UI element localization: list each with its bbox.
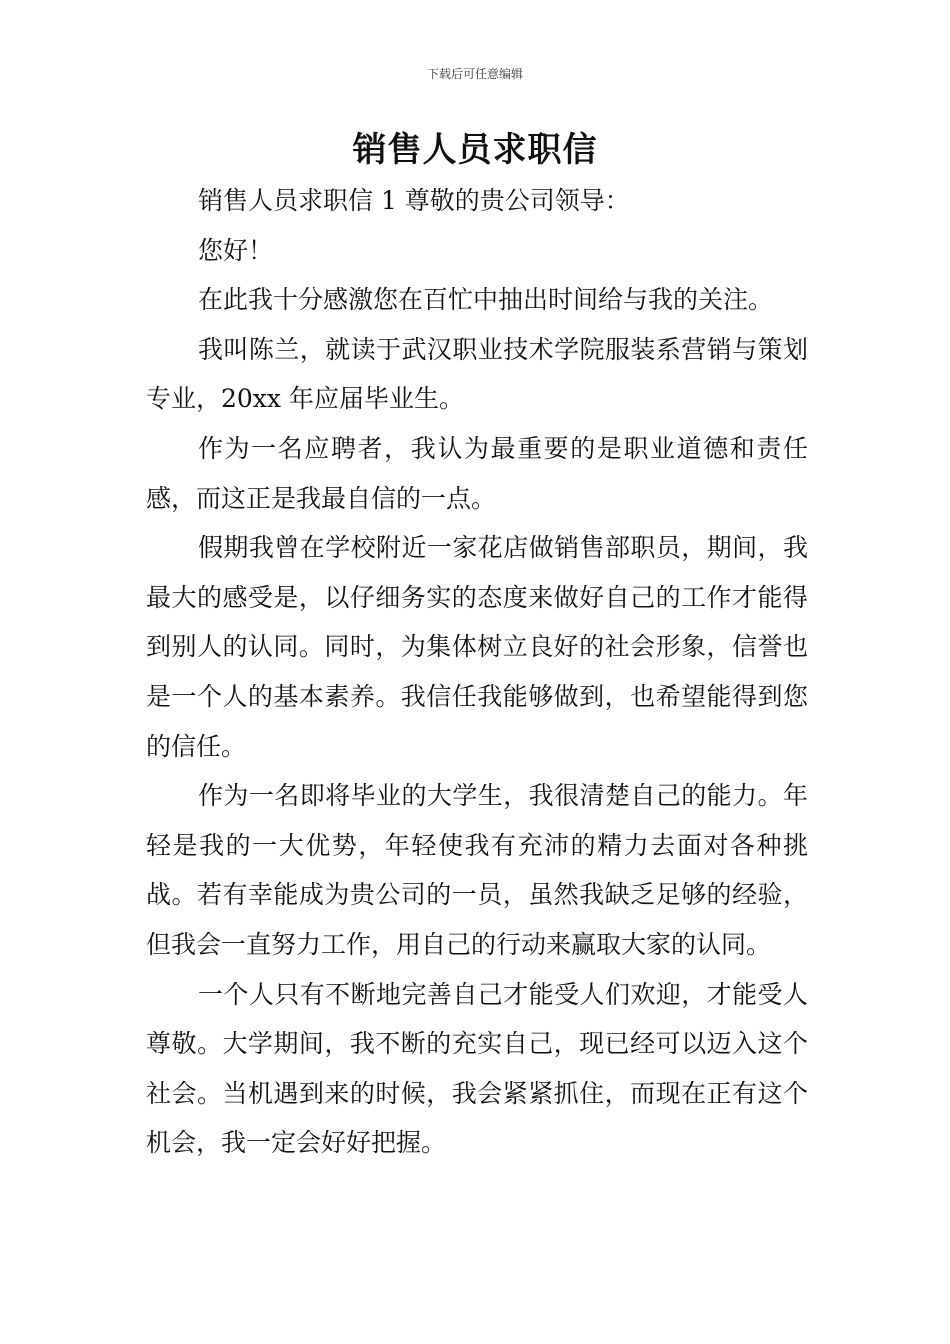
paragraph-salutation: 销售人员求职信 1 尊敬的贵公司领导： — [198, 186, 630, 215]
paragraph-closing: 一个人只有不断地完善自己才能受人们欢迎，才能受人尊敬。大学期间，我不断的充实自己，现已经可以迈入这个社会。当机遇到来的时候，我会紧紧抓住，而现在正有这个机会，我一定会好好把握。 — [146, 979, 808, 1158]
paragraph-greeting: 您好！ — [198, 235, 274, 265]
letter-body — [146, 176, 808, 1168]
header-note: 下载后可任意编辑 — [426, 67, 523, 81]
document-title: 销售人员求职信 — [352, 130, 598, 170]
paragraph-thanks: 在此我十分感激您在百忙中抽出时间给与我的关注。 — [198, 285, 774, 315]
paragraph-ability: 作为一名即将毕业的大学生，我很清楚自己的能力。年轻是我的一大优势，年轻使我有充沛的精力去面对各种挑战。若有幸能成为贵公司的一员，虽然我缺乏足够的经验，但我会一直努力工作，用自己的行动来赢取大家的认同。 — [146, 781, 808, 959]
paragraph-ethics: 作为一名应聘者，我认为最重要的是职业道德和责任感，而这正是我最自信的一点。 — [146, 433, 808, 513]
paragraph-experience: 假期我曾在学校附近一家花店做销售部职员，期间，我最大的感受是，以仔细务实的态度来做好自己的工作才能得到别人的认同。同时，为集体树立良好的社会形象，信誉也是一个人的基本素养。我信任我能够做到，也希望能得到您的信任。 — [146, 533, 808, 761]
paragraph-introduction: 我叫陈兰，就读于武汉职业技术学院服装系营销与策划专业，20xx 年应届毕业生。 — [146, 334, 808, 414]
